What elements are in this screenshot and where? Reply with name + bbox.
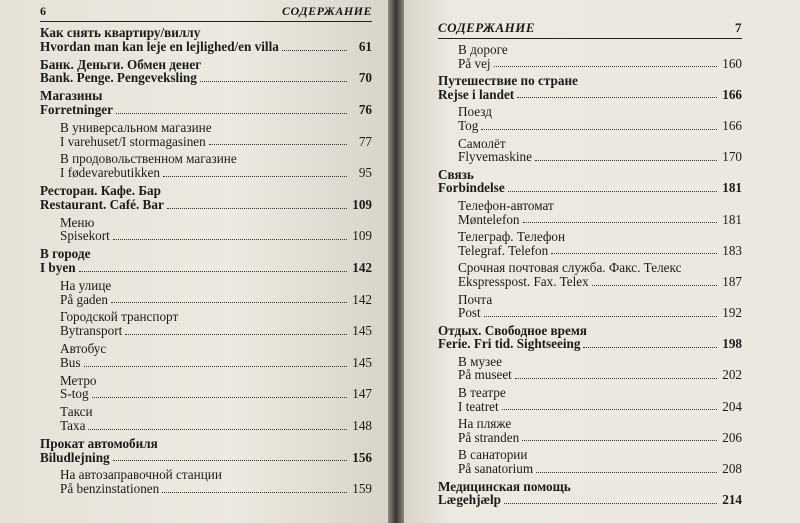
toc-page-number: 142 (352, 259, 372, 275)
toc-list (40, 26, 372, 500)
right-page (404, 0, 800, 523)
toc-entry-title: Такси (60, 404, 93, 420)
toc-entry-title: Магазины (40, 88, 103, 104)
toc-entry-title: Taxa (60, 417, 86, 433)
dot-leader (535, 159, 717, 161)
toc-entry-title: Spisekort (60, 228, 110, 244)
toc-entry (40, 419, 372, 433)
toc-entry (40, 40, 372, 54)
dot-leader (79, 270, 347, 272)
toc-page-number: 109 (352, 196, 372, 212)
toc-page-number: 95 (358, 165, 372, 181)
toc-entry-title: Forretninger (40, 101, 113, 117)
toc-entry (438, 213, 742, 227)
dot-leader (113, 238, 347, 240)
toc-entry-title: Hvordan man kan leje en lejlighed/en villa (40, 38, 279, 54)
running-head (438, 20, 742, 39)
toc-entry-title: Отдых. Свободное время (438, 322, 587, 338)
toc-entry-title: В продовольственном магазине (60, 151, 237, 167)
dot-leader (167, 207, 347, 209)
toc-entry (438, 493, 742, 507)
dot-leader (163, 175, 347, 177)
dot-leader (481, 128, 717, 130)
dot-leader (494, 65, 717, 67)
toc-entry-title: Ferie. Fri tid. Sightseeing (438, 336, 581, 352)
toc-entry (438, 431, 742, 445)
toc-page-number: 166 (722, 86, 742, 102)
toc-entry-title: Срочная почтовая служба. Факс. Телекс (458, 260, 682, 276)
toc-page-number: 159 (352, 481, 372, 497)
toc-entry (438, 400, 742, 414)
toc-entry-title: Медицинская помощь (438, 478, 571, 494)
toc-entry (40, 229, 372, 243)
running-title: СОДЕРЖАНИЕ (438, 20, 536, 35)
toc-page-number: 214 (722, 492, 742, 508)
dot-leader (116, 112, 347, 114)
toc-page-number: 181 (722, 180, 742, 196)
toc-entry (40, 261, 372, 275)
toc-entry (438, 462, 742, 476)
toc-entry-title: Bus (60, 354, 81, 370)
toc-entry (438, 337, 742, 351)
toc-page-number: 109 (352, 228, 372, 244)
toc-entry-title: Банк. Деньги. Обмен денег (40, 56, 202, 72)
toc-page-number: 61 (358, 38, 372, 54)
dot-leader (502, 408, 717, 410)
toc-entry (438, 150, 742, 164)
toc-entry-title: På museet (458, 367, 512, 383)
toc-entry-title: Telegraf. Telefon (458, 242, 549, 258)
toc-entry-title: В театре (458, 385, 506, 401)
toc-page-number: 206 (722, 429, 742, 445)
toc-page-number: 70 (358, 70, 372, 86)
running-title: СОДЕРЖАНИЕ (282, 4, 372, 18)
toc-page-number: 208 (722, 461, 742, 477)
toc-entry-title: Прокат автомобиля (40, 435, 158, 451)
toc-entry-title: Метро (60, 372, 97, 388)
dot-leader (536, 471, 717, 473)
toc-entry-title: В универсальном магазине (60, 119, 212, 135)
toc-entry (40, 103, 372, 117)
toc-entry-title: Связь (438, 166, 474, 182)
dot-leader (282, 49, 347, 51)
toc-entry-title: Ресторан. Кафе. Бар (40, 182, 161, 198)
toc-entry-title: На пляже (458, 416, 512, 432)
toc-entry-title: Поезд (458, 104, 492, 120)
page-number: 6 (40, 4, 47, 18)
toc-entry-title: Телефон-автомат (458, 197, 554, 213)
dot-leader (504, 502, 717, 504)
toc-page-number: 145 (352, 354, 372, 370)
dot-leader (523, 221, 717, 223)
toc-entry-title: Bytransport (60, 323, 123, 339)
toc-entry-title: На улице (60, 277, 112, 293)
toc-entry-title: Restaurant. Café. Bar (40, 196, 164, 212)
toc-entry-title: Автобус (60, 340, 107, 356)
toc-entry-title: I teatret (458, 398, 499, 414)
toc-entry (40, 482, 372, 496)
toc-page-number: 166 (722, 117, 742, 133)
toc-entry-title: I byen (40, 259, 76, 275)
dot-leader (522, 439, 717, 441)
toc-entry (40, 135, 372, 149)
toc-entry-title: Møntelefon (458, 211, 520, 227)
toc-page-number: 187 (722, 273, 742, 289)
toc-list (438, 43, 742, 511)
dot-leader (592, 284, 717, 286)
toc-entry (438, 181, 742, 195)
toc-page-number: 145 (352, 323, 372, 339)
toc-page-number: 192 (722, 305, 742, 321)
toc-page-number: 202 (722, 367, 742, 383)
dot-leader (111, 301, 347, 303)
toc-entry-title: På gaden (60, 291, 108, 307)
toc-entry-title: På sanatorium (458, 461, 534, 477)
toc-page-number: 148 (352, 417, 372, 433)
toc-entry-title: Rejse i landet (438, 86, 515, 102)
page-number: 7 (735, 20, 742, 35)
toc-page-number: 76 (358, 101, 372, 117)
toc-entry (40, 324, 372, 338)
toc-page-number: 183 (722, 242, 742, 258)
toc-entry (438, 244, 742, 258)
toc-entry (438, 57, 742, 71)
toc-entry-title: В санатории (458, 447, 528, 463)
toc-entry (40, 166, 372, 180)
toc-entry-title: Самолёт (458, 135, 506, 151)
dot-leader (92, 396, 347, 398)
toc-entry (438, 306, 742, 320)
toc-entry-title: На автозаправочной станции (60, 467, 222, 483)
book-gutter (388, 0, 404, 523)
toc-entry (40, 71, 372, 85)
toc-entry (40, 451, 372, 465)
toc-page-number: 198 (722, 336, 742, 352)
toc-page-number: 170 (722, 149, 742, 165)
toc-page-number: 142 (352, 291, 372, 307)
dot-leader (88, 428, 347, 430)
running-head (40, 4, 372, 22)
toc-entry-title: Городской транспорт (60, 309, 179, 325)
dot-leader (84, 365, 347, 367)
toc-entry-title: I fødevarebutikken (60, 165, 160, 181)
toc-page-number: 156 (352, 449, 372, 465)
toc-entry-title: В дороге (458, 42, 508, 57)
toc-entry-title: På benzinstationen (60, 481, 160, 497)
dot-leader (484, 315, 717, 317)
toc-entry (438, 275, 742, 289)
toc-entry-title: Путешествие по стране (438, 73, 578, 89)
toc-entry-title: S-tog (60, 386, 89, 402)
toc-page-number: 204 (722, 398, 742, 414)
dot-leader (200, 80, 347, 82)
toc-entry-title: Tog (458, 117, 479, 133)
toc-page-number: 181 (722, 211, 742, 227)
toc-page-number: 77 (358, 133, 372, 149)
toc-entry (438, 88, 742, 102)
toc-entry (40, 198, 372, 212)
toc-entry-title: Ekspresspost. Fax. Telex (458, 273, 589, 289)
toc-entry-title: På vej (458, 55, 491, 71)
dot-leader (209, 143, 347, 145)
toc-entry-title: Телеграф. Телефон (458, 229, 566, 245)
dot-leader (551, 252, 717, 254)
toc-entry-title: Flyvemaskine (458, 149, 532, 165)
toc-entry (40, 387, 372, 401)
toc-page-number: 160 (722, 55, 742, 71)
left-page (0, 0, 388, 523)
toc-entry-title: Lægehjælp (438, 492, 502, 508)
dot-leader (517, 96, 717, 98)
dot-leader (508, 190, 717, 192)
toc-entry-title: Почта (458, 291, 493, 307)
toc-entry (40, 293, 372, 307)
toc-entry (40, 356, 372, 370)
toc-entry-title: Post (458, 305, 481, 321)
dot-leader (113, 459, 347, 461)
toc-entry-title: Bank. Penge. Pengeveksling (40, 70, 197, 86)
toc-entry-title: I varehuset/I stormagasinen (60, 133, 206, 149)
toc-entry-title: В городе (40, 246, 91, 262)
toc-entry-title: Forbindelse (438, 180, 505, 196)
toc-entry-title: Как снять квартиру/виллу (40, 25, 201, 40)
toc-entry (438, 368, 742, 382)
toc-entry-title: Меню (60, 214, 95, 230)
toc-entry-title: På stranden (458, 429, 520, 445)
dot-leader (583, 346, 717, 348)
toc-entry (438, 119, 742, 133)
dot-leader (125, 333, 347, 335)
toc-page-number: 147 (352, 386, 372, 402)
toc-entry-title: Biludlejning (40, 449, 110, 465)
dot-leader (162, 491, 347, 493)
dot-leader (515, 377, 717, 379)
toc-entry-title: В музее (458, 353, 502, 369)
